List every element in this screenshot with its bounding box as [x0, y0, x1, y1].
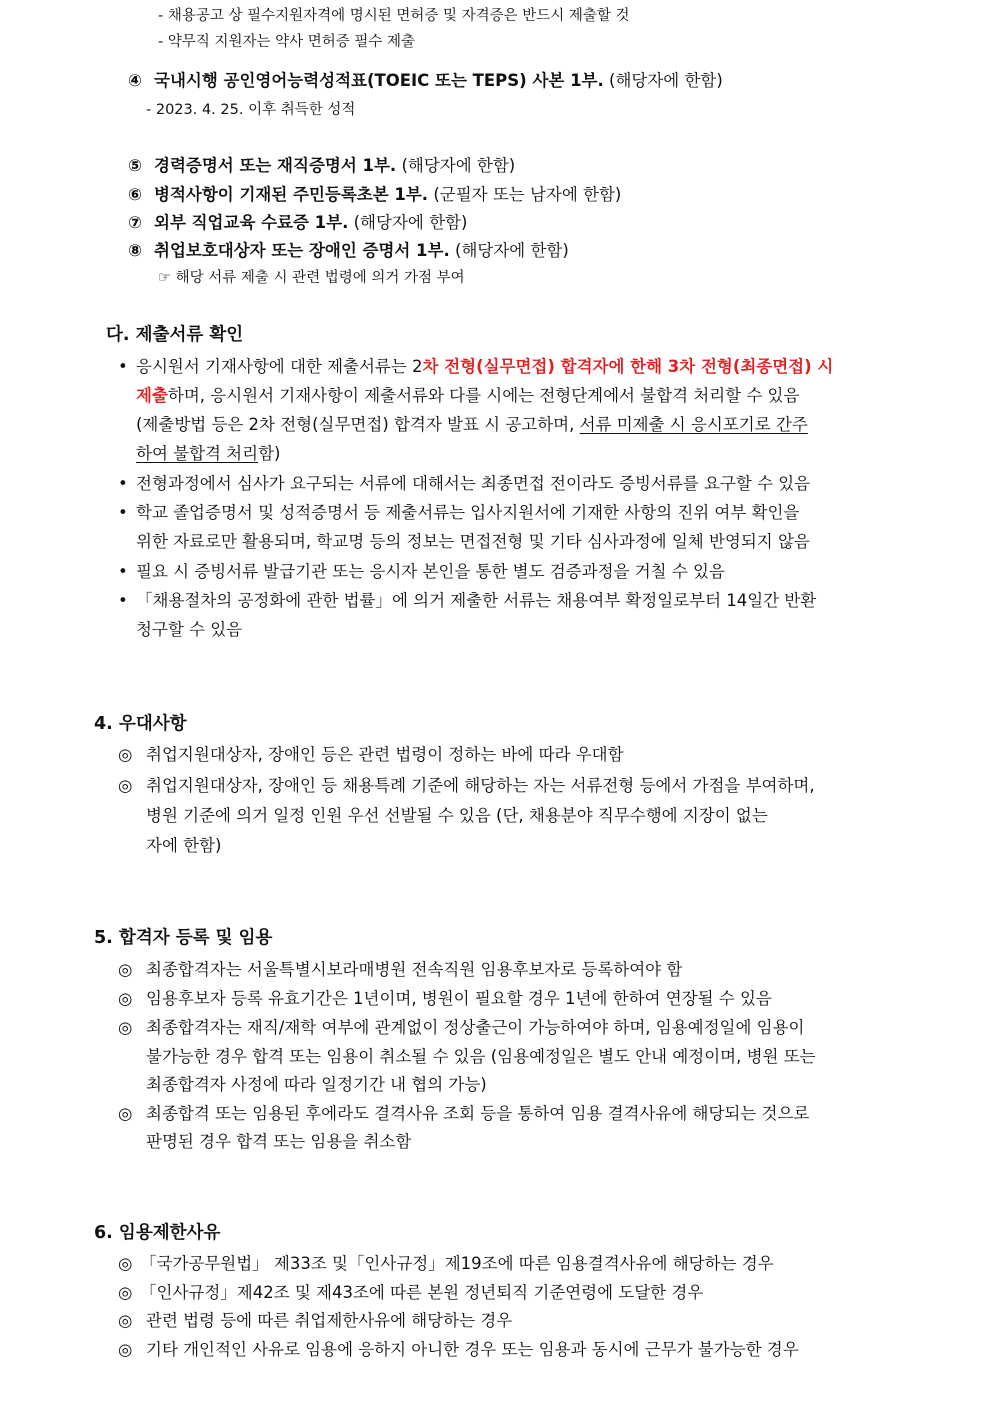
doc-title: 국내시행 공인영어능력성적표(TOEIC 또는 TEPS) 사본 1부.	[154, 71, 604, 90]
section-d-bullet-3: • 학교 졸업증명서 및 성적증명서 등 제출서류는 입사지원서에 기재한 사항의 진위 여부 확인을	[118, 503, 800, 522]
section-5-item-4: ◎ 최종합격 또는 임용된 후에라도 결격사유 조회 등을 통하여 임용 결격사유에 해당되는 것으로	[118, 1104, 810, 1123]
doc-number: ④	[128, 71, 142, 90]
section-d-bullet-3-line-2: 위한 자료로만 활용되며, 학교명 등의 정보는 면접전형 및 기타 심사과정에 일체 반영되지 않음	[136, 532, 810, 551]
doc-item-5	[128, 152, 515, 176]
section-4-item-2: ◎ 취업지원대상자, 장애인 등 채용특례 기준에 해당하는 자는 서류전형 등에서 가점을 부여하며,	[118, 776, 815, 795]
doc-note: (해당자에 한함)	[609, 71, 723, 90]
section-d-bullet-4: • 필요 시 증빙서류 발급기관 또는 응시자 본인을 통한 별도 검증과정을 거칠 수 있음	[118, 562, 725, 581]
double-circle-icon: ◎	[118, 1254, 133, 1273]
double-circle-icon: ◎	[118, 1311, 133, 1330]
doc-title: 외부 직업교육 수료증 1부.	[154, 213, 349, 232]
section-d-bullet-5-line-2: 청구할 수 있음	[136, 620, 243, 639]
doc-note: (해당자에 한함)	[455, 241, 569, 260]
doc-number: ⑦	[128, 213, 142, 232]
doc-bonus-note: ☞ 해당 서류 제출 시 관련 법령에 의거 가점 부여	[158, 270, 465, 286]
note-license: - 채용공고 상 필수지원자격에 명시된 면허증 및 자격증은 반드시 제출할 것	[158, 8, 630, 24]
section-6-item-3: ◎ 관련 법령 등에 따른 취업제한사유에 해당하는 경우	[118, 1311, 513, 1330]
bullet-icon: •	[118, 357, 128, 376]
section-d-bullet-1-line-4: 하여 불합격 처리함)	[136, 444, 281, 463]
section-d-title: 다. 제출서류 확인	[106, 325, 244, 345]
bullet-icon: •	[118, 503, 128, 522]
doc-item-7	[128, 209, 467, 233]
double-circle-icon: ◎	[118, 989, 133, 1008]
bullet-icon: •	[118, 591, 128, 610]
doc-sub-note: - 2023. 4. 25. 이후 취득한 성적	[146, 102, 356, 118]
section-d-bullet-5: • 「채용절차의 공정화에 관한 법률」에 의거 제출한 서류는 채용여부 확정일로부터 14일간 반환	[118, 591, 817, 610]
section-5-title: 5. 합격자 등록 및 임용	[94, 928, 273, 948]
section-5-item-1: ◎ 최종합격자는 서울특별시보라매병원 전속직원 임용후보자로 등록하여야 함	[118, 960, 683, 979]
double-circle-icon: ◎	[118, 1018, 133, 1037]
note-pharmacist: - 약무직 지원자는 약사 면허증 필수 제출	[158, 34, 415, 50]
double-circle-icon: ◎	[118, 745, 133, 764]
doc-number: ⑥	[128, 185, 142, 204]
section-d-bullet-2: • 전형과정에서 심사가 요구되는 서류에 대해서는 최종면접 전이라도 증빙서류를 요구할 수 있음	[118, 474, 811, 493]
doc-title: 취업보호대상자 또는 장애인 증명서 1부.	[154, 241, 450, 260]
section-4-title: 4. 우대사항	[94, 714, 187, 734]
double-circle-icon: ◎	[118, 1340, 133, 1359]
doc-item-8	[128, 237, 569, 261]
section-4-item-1: ◎ 취업지원대상자, 장애인 등은 관련 법령이 정하는 바에 따라 우대함	[118, 745, 624, 764]
section-d-bullet-1-line-2: 제출하며, 응시원서 기재사항이 제출서류와 다를 시에는 전형단계에서 불합격 처리할 수 있음	[136, 386, 800, 405]
bullet-icon: •	[118, 474, 128, 493]
section-d-bullet-1: • 응시원서 기재사항에 대한 제출서류는 2차 전형(실무면접) 합격자에 한해 3차 전형(최종면접) 시	[118, 357, 834, 376]
section-5-item-2: ◎ 임용후보자 등록 유효기간은 1년이며, 병원이 필요할 경우 1년에 한하여 연장될 수 있음	[118, 989, 772, 1008]
doc-title: 병적사항이 기재된 주민등록초본 1부.	[154, 185, 429, 204]
section-5-item-3-line-3: 최종합격자 사정에 따라 일정기간 내 협의 가능)	[146, 1075, 487, 1094]
section-4-item-2-line-2: 병원 기준에 의거 일정 인원 우선 선발될 수 있음 (단, 채용분야 직무수행에 지장이 없는	[146, 806, 768, 825]
doc-item-4	[128, 67, 723, 91]
section-d-bullet-1-line-3: (제출방법 등은 2차 전형(실무면접) 합격자 발표 시 공고하며, 서류 미제출 시 응시포기로 간주	[136, 415, 808, 434]
section-5-item-3: ◎ 최종합격자는 재직/재학 여부에 관계없이 정상출근이 가능하여야 하며, 임용예정일에 임용이	[118, 1018, 805, 1037]
doc-item-6	[128, 181, 621, 205]
section-6-title: 6. 임용제한사유	[94, 1223, 221, 1243]
double-circle-icon: ◎	[118, 1104, 133, 1123]
double-circle-icon: ◎	[118, 1283, 133, 1302]
section-6-item-2: ◎ 「인사규정」제42조 및 제43조에 따른 본원 정년퇴직 기준연령에 도달한 경우	[118, 1283, 704, 1302]
section-5-item-4-line-2: 판명된 경우 합격 또는 임용을 취소함	[146, 1132, 412, 1151]
doc-number: ⑤	[128, 156, 142, 175]
double-circle-icon: ◎	[118, 960, 133, 979]
doc-note: (군필자 또는 남자에 한함)	[433, 185, 622, 204]
section-6-item-4: ◎ 기타 개인적인 사유로 임용에 응하지 아니한 경우 또는 임용과 동시에 근무가 불가능한 경우	[118, 1340, 799, 1359]
section-6-item-1: ◎ 「국가공무원법」 제33조 및「인사규정」제19조에 따른 임용결격사유에 해당하는 경우	[118, 1254, 774, 1273]
bullet-icon: •	[118, 562, 128, 581]
doc-number: ⑧	[128, 241, 142, 260]
section-5-item-3-line-2: 불가능한 경우 합격 또는 임용이 취소될 수 있음 (임용예정일은 별도 안내 예정이며, 병원 또는	[146, 1047, 816, 1066]
doc-note: (해당자에 한함)	[353, 213, 468, 232]
doc-title: 경력증명서 또는 재직증명서 1부.	[154, 156, 397, 175]
section-4-item-2-line-3: 자에 한함)	[146, 836, 222, 855]
double-circle-icon: ◎	[118, 776, 133, 795]
doc-note: (해당자에 한함)	[401, 156, 516, 175]
